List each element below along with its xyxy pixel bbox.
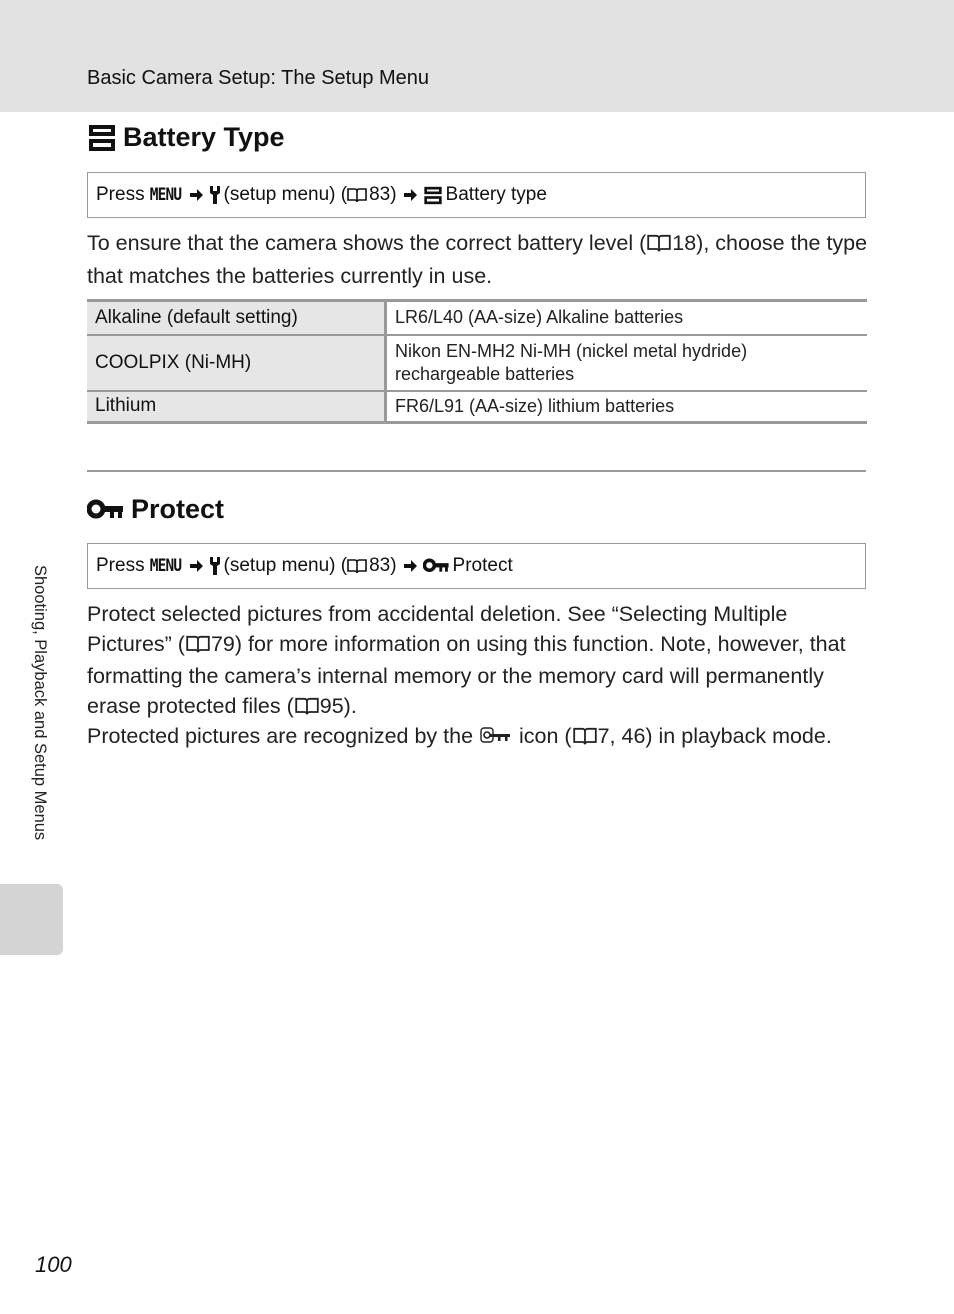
book-icon: [347, 558, 367, 574]
battery-option-description: LR6/L40 (AA-size) Alkaline batteries: [386, 301, 868, 335]
nav-setup-menu-text: (setup menu) (: [223, 555, 348, 576]
book-icon: [573, 725, 597, 755]
battery-nav-path: [87, 172, 866, 218]
nav-item-text: Protect: [452, 555, 513, 576]
book-icon: [347, 187, 367, 203]
battery-type-heading: [87, 122, 285, 153]
nav-press-text: Press: [96, 555, 145, 576]
battery-option-description: Nikon EN-MH2 Ni-MH (nickel metal hydride) rechargeable batteries: [386, 335, 868, 391]
protect-paragraph-1: Protect selected pictures from accidental deletion. See “Selecting Multiple Pictures” ( 79) for more information on using this function. Note, however, that formatting the camera’s internal memory or the memory card will permanently erase protected files ( 95).: [87, 600, 877, 724]
protect-nav-path: [87, 543, 866, 589]
nav-setup-menu-text: (setup menu) (: [223, 184, 348, 205]
section-divider: [87, 470, 866, 472]
table-row: [87, 301, 867, 335]
protect-paragraph-2: Protected pictures are recognized by the icon ( 7, 46) in playback mode.: [87, 722, 877, 755]
battery-option-label: Lithium: [87, 391, 386, 423]
battery-type-icon: [87, 124, 117, 152]
battery-type-title: Battery Type: [123, 122, 285, 152]
menu-button-glyph: MENU: [149, 556, 181, 576]
arrow-right-icon: [189, 559, 203, 573]
battery-type-table: [87, 299, 867, 424]
nav-page-ref: 83): [369, 555, 397, 576]
arrow-right-icon: [189, 188, 203, 202]
wrench-icon: [209, 185, 221, 205]
page-number: 100: [35, 1252, 72, 1277]
book-icon: [295, 695, 319, 725]
battery-option-label: COOLPIX (Ni-MH): [87, 335, 386, 391]
wrench-icon: [209, 556, 221, 576]
table-row: [87, 335, 867, 391]
table-row: [87, 391, 867, 423]
battery-option-label: Alkaline (default setting): [87, 301, 386, 335]
protect-heading: [87, 494, 224, 525]
nav-item-text: Battery type: [445, 184, 547, 205]
header-title: Basic Camera Setup: The Setup Menu: [87, 67, 430, 89]
page-header: [0, 0, 954, 112]
protect-key-icon: [87, 499, 125, 521]
battery-option-description: FR6/L91 (AA-size) lithium batteries: [386, 391, 868, 423]
protected-status-icon: [480, 725, 512, 755]
nav-press-text: Press: [96, 184, 145, 205]
protect-title: Protect: [131, 494, 225, 524]
book-icon: [647, 232, 671, 262]
battery-intro-paragraph: To ensure that the camera shows the correct battery level ( 18), choose the type that matches the batteries currently in use.: [87, 231, 868, 288]
battery-type-icon: [423, 186, 443, 205]
arrow-right-icon: [403, 559, 417, 573]
menu-button-glyph: MENU: [149, 185, 181, 205]
nav-page-ref: 83): [369, 184, 397, 205]
book-icon: [186, 633, 210, 663]
protect-key-icon: [423, 558, 450, 574]
arrow-right-icon: [403, 188, 417, 202]
side-thumb-tab: [0, 884, 63, 955]
